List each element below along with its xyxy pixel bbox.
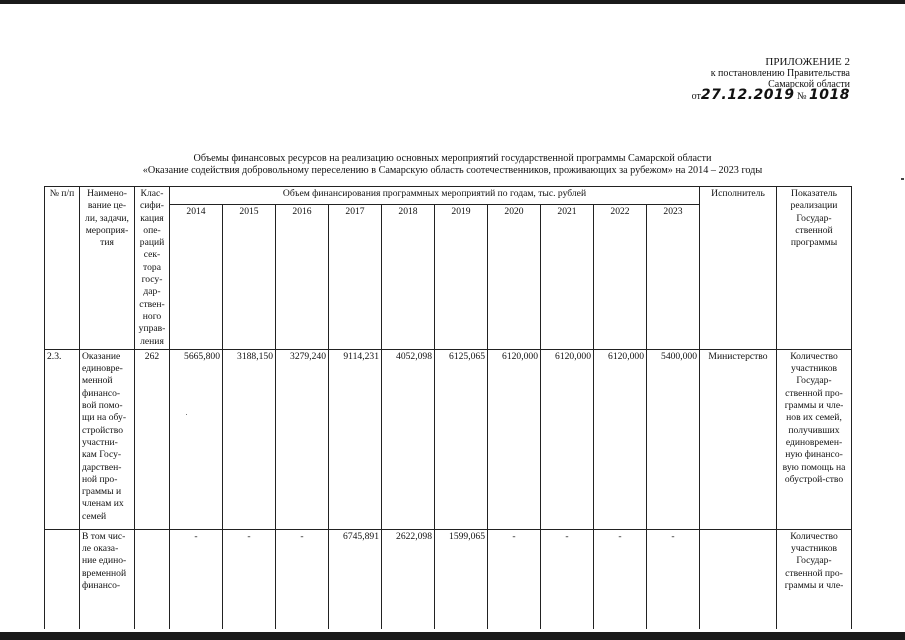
header-classification: Клас-сифи-кация опе-раций сек-тора госу-дар-ствен-ного управ-ления: [135, 187, 170, 350]
row-value: 3188,150: [223, 349, 276, 529]
number-prefix: №: [796, 91, 807, 102]
header-year: 2022: [594, 204, 647, 349]
row-value: 1599,065: [435, 529, 488, 629]
title-line-2: «Оказание содействия добровольному переселению в Самарскую область соотечественников, проживающих за рубежом» на 2014 – 2023 годы: [142, 165, 763, 176]
header-year: 2014: [170, 204, 223, 349]
row-executor: [700, 529, 777, 629]
row-value: -: [276, 529, 329, 629]
decree-number: 1018: [809, 87, 850, 103]
appendix-date-line: [691, 87, 850, 103]
header-year: 2017: [329, 204, 382, 349]
row-value: -: [488, 529, 541, 629]
row-value: -: [170, 529, 223, 629]
header-num: № п/п: [45, 187, 80, 350]
row-value: 6745,891: [329, 529, 382, 629]
row-value: 2622,098: [382, 529, 435, 629]
row-indicator: Количество участников Государ-ственной про-граммы и чле-нов их семей, получивших единовремен-ную финансо-вую помощь на обустрой-ство: [777, 349, 852, 529]
top-scan-border: [0, 0, 905, 4]
row-value: 6120,000: [594, 349, 647, 529]
table-row: [45, 529, 852, 629]
financing-table: [44, 186, 852, 629]
row-classification: 262: [135, 349, 170, 529]
row-name: В том чис-ле оказа-ние едино-временной финансо-: [80, 529, 135, 629]
row-value: 5400,000: [647, 349, 700, 529]
appendix-line-2: к постановлению Правительства: [710, 68, 850, 79]
header-volume: Объем финансирования программных мероприятий по годам, тыс. рублей: [170, 187, 700, 205]
title-line-1: Объемы финансовых ресурсов на реализацию основных мероприятий государственной программы Самарской области: [193, 153, 712, 164]
header-name: Наимено-вание це-ли, задачи, мероприя-тия: [80, 187, 135, 350]
appendix-line-3: Самарской области: [768, 79, 850, 90]
decree-date: 27.12.2019: [700, 87, 795, 103]
date-prefix: от: [691, 91, 701, 102]
header-indicator: Показатель реализации Государ-ственной программы: [777, 187, 852, 350]
row-value: -: [541, 529, 594, 629]
row-value: 5665,800: [170, 349, 223, 529]
table-row: [45, 349, 852, 529]
header-executor: Исполнитель: [700, 187, 777, 350]
row-num: [45, 529, 80, 629]
scan-mark: [901, 178, 904, 180]
row-value: 4052,098: [382, 349, 435, 529]
row-value: -: [647, 529, 700, 629]
header-row-1: [45, 187, 852, 205]
header-year: 2021: [541, 204, 594, 349]
row-value: 3279,240: [276, 349, 329, 529]
row-value: 9114,231: [329, 349, 382, 529]
appendix-header: [692, 57, 850, 102]
header-year: 2023: [647, 204, 700, 349]
header-year: 2016: [276, 204, 329, 349]
header-year: 2020: [488, 204, 541, 349]
row-value: 6125,065: [435, 349, 488, 529]
header-year: 2015: [223, 204, 276, 349]
appendix-title: ПРИЛОЖЕНИЕ 2: [765, 56, 850, 68]
row-name: Оказание единовре-менной финансо-вой помо-щи на обу-стройство участни-кам Госу-дарствен-ной про-граммы и членам их семей: [80, 349, 135, 529]
row-classification: [135, 529, 170, 629]
row-num: 2.3.: [45, 349, 80, 529]
row-value: 6120,000: [488, 349, 541, 529]
row-indicator: Количество участников Государ-ственной про-граммы и чле-: [777, 529, 852, 629]
document-title: [0, 153, 905, 177]
row-executor: Министерство: [700, 349, 777, 529]
row-value: -: [594, 529, 647, 629]
row-value: 6120,000: [541, 349, 594, 529]
row-value: -: [223, 529, 276, 629]
header-year: 2018: [382, 204, 435, 349]
bottom-scan-border: [0, 632, 905, 640]
header-year: 2019: [435, 204, 488, 349]
